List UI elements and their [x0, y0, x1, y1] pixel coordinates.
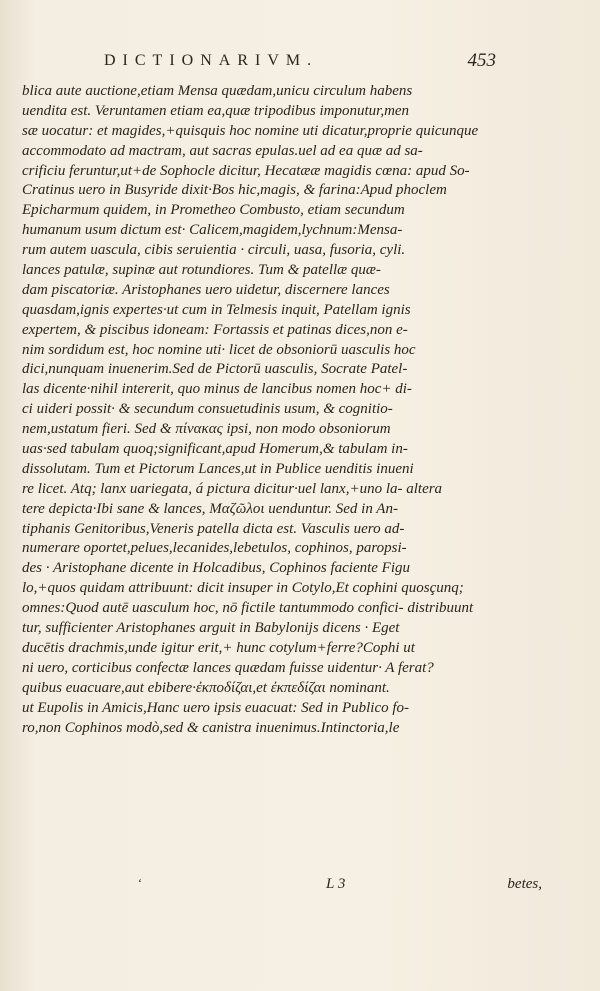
- text-line: rum autem uascula, cibis seruientia · circuli, uasa, fusoria, cyli.: [22, 242, 406, 259]
- text-line: ro,non Cophinos modò,sed & canistra inuenimus.Intinctoria,le: [22, 719, 400, 736]
- text-line: ut Eupolis in Amicis,Hanc uero ipsis euacuat: Sed in Publico fo-: [22, 699, 410, 716]
- text-line: quasdam,ignis expertes·ut cum in Telmesis inquit, Patellam ignis: [22, 301, 411, 318]
- text-line: uendita est. Veruntamen etiam ea,quæ tripodibus imponutur,men: [22, 102, 410, 119]
- signature-mark: L 3: [326, 876, 346, 892]
- text-line: dici,nunquam inuenerim.Sed de Pictorū uasculis, Socrate Patel-: [22, 361, 408, 378]
- footer-mark: ‘: [138, 876, 142, 890]
- text-line: Cratinus uero in Busyride dixit·Bos hic,magis, & farina:Apud phoclem: [22, 182, 447, 199]
- running-title: DICTIONARIVM.: [104, 52, 319, 69]
- text-line: humanum usum dictum est· Calicem,magidem,lychnum:Mensa-: [22, 222, 403, 239]
- text-line: tere depicta·Ibi sane & lances, Μαζῶλοι uenduntur. Sed in An-: [22, 500, 398, 517]
- text-line: des · Aristophane dicente in Holcadibus, Cophinos faciente Figu: [22, 560, 411, 577]
- text-line: tur, sufficienter Aristophanes arguit in Babylonijs dicens · Eget: [22, 620, 400, 637]
- text-line: ducētis drachmis,unde igitur erit,+ hunc cotylum+ferre?Cophi ut: [22, 639, 415, 656]
- text-line: Epicharmum quidem, in Prometheo Combusto, etiam secundum: [22, 202, 405, 219]
- text-line: lances patulæ, supinæ aut rotundiores. Tum & patellæ quæ-: [22, 262, 381, 279]
- text-line: quibus euacuare,aut ebibere·ἐκποδίζαι,et ἐκπεδίζαι nominant.: [22, 679, 390, 696]
- text-line: ni uero, corticibus confectæ lances quædam fuisse uidentur· A ferat?: [22, 659, 434, 676]
- text-line: nem,ustatum fieri. Sed & πίνακας ipsi, non modo obsoniorum: [22, 421, 391, 438]
- text-line: expertem, & piscibus idoneam: Fortassis et patinas dices,non e-: [22, 321, 408, 338]
- page-footer: [22, 876, 542, 900]
- text-line: blica aute auctione,etiam Mensa quædam,unicu circulum habens: [22, 83, 413, 99]
- text-line: uas·sed tabulam quoq;significant,apud Homerum,& tabulam in-: [22, 441, 408, 458]
- text-line: omnes:Quod autē uasculum hoc, nō fictile tantummodo confici- distribuunt: [22, 600, 474, 617]
- text-line: ci uideri possit· & secundum consuetudinis usum, & cognitio-: [22, 401, 393, 418]
- text-line: dissolutam. Tum et Pictorum Lances,ut in Publice uenditis inueni: [22, 460, 414, 477]
- page-header: [104, 52, 496, 76]
- text-line: crificiu feruntur,ut+de Sophocle dicitur, Hecatææ magidis cœna: apud So-: [22, 162, 470, 179]
- page-number: 453: [467, 50, 496, 71]
- text-line: nim sordidum est, hoc nomine uti· licet de obsoniorū uasculis hoc: [22, 341, 416, 358]
- catchword: betes,: [507, 876, 542, 892]
- text-line: numerare oportet,pelues,lecanides,lebetulos, cophinos, paropsi-: [22, 540, 407, 557]
- text-line: accommodato ad mactram, aut sacras epulas.uel ad ea quæ ad sa-: [22, 142, 423, 159]
- text-line: re licet. Atq; lanx uariegata, á pictura dicitur·uel lanx,+uno la- altera: [22, 480, 443, 497]
- text-line: las dicente·nihil intererit, quo minus de lancibus nomen hoc+ di-: [22, 381, 412, 398]
- text-line: sæ uocatur: et magides,+quisquis hoc nomine uti dicatur,proprie quicunque: [22, 122, 479, 139]
- text-line: lo,+quos quidam attribuunt: dicit insuper in Cotylo,Et cophini quosçunq;: [22, 580, 464, 597]
- text-line: dam piscatoriæ. Aristophanes uero uidetur, discernere lances: [22, 281, 390, 298]
- text-line: tiphanis Genitoribus,Veneris patella dicta est. Vasculis uero ad-: [22, 520, 405, 537]
- body-text: [22, 82, 542, 738]
